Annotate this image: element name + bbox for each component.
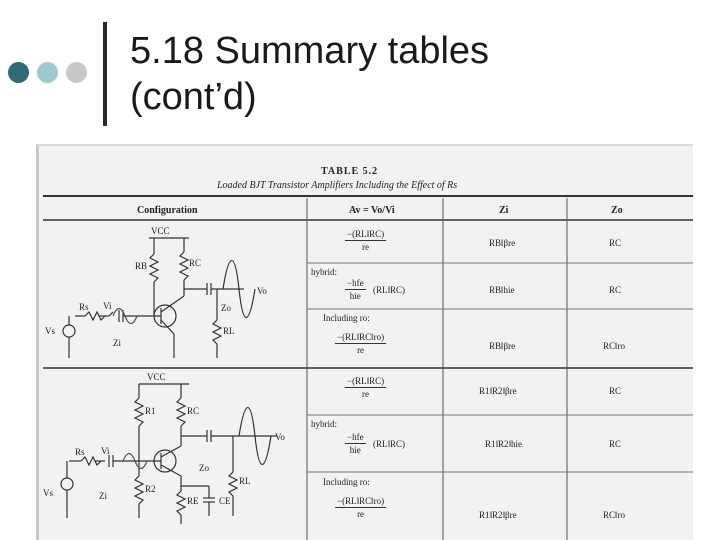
circuit-1-schematic [63, 238, 255, 358]
row5-zi: R1‖R2‖hie [485, 439, 523, 449]
row2-prefix: hybrid: [311, 267, 337, 277]
bullet-dot-dark [8, 62, 29, 83]
header-zo: Zo [611, 205, 623, 216]
c2-zi: Zi [99, 491, 107, 501]
c2-re: RE [187, 496, 199, 506]
c2-rc: RC [187, 406, 200, 416]
header-av: Av = Vo/Vi [349, 205, 395, 216]
row2-zo: RC [609, 285, 622, 295]
c1-rl: RL [223, 326, 235, 336]
circuit-2-schematic [61, 384, 277, 524]
bullet-dot-gray [66, 62, 87, 83]
c1-zi: Zi [113, 338, 121, 348]
c2-vo: Vo [275, 432, 285, 442]
c1-zo: Zo [221, 303, 231, 313]
row2-av-rest: (RL‖RC) [373, 285, 406, 295]
slide-title-line2: (cont’d) [130, 76, 257, 118]
row4-zo: RC [609, 386, 622, 396]
row2-av: −hfe hie [347, 278, 364, 301]
row3-zo: RC‖ro [603, 341, 626, 351]
row6-prefix: Including ro: [323, 477, 370, 487]
c1-vcc: VCC [151, 226, 170, 236]
row5-prefix: hybrid: [311, 419, 337, 429]
row3-zi: RB‖βre [489, 341, 516, 351]
row6-av: $\frac{-(RL‖RC‖ro)}{re}$ [337, 496, 385, 519]
bullet-dot-light [37, 62, 58, 83]
row3-av: $\frac{-(RL‖RC‖ro)}{re}$ [337, 332, 385, 355]
row1-zo: RC [609, 238, 622, 248]
c1-vs: Vs [45, 326, 56, 336]
c2-ce: CE [219, 496, 231, 506]
row6-zo: RC‖ro [603, 510, 626, 520]
c2-vcc: VCC [147, 372, 166, 382]
row5-av-rest: (RL‖RC) [373, 439, 406, 449]
row5-zo: RC [609, 439, 622, 449]
row4-zi: R1‖R2‖βre [479, 386, 517, 396]
c1-vi: Vi [103, 301, 112, 311]
c2-vs: Vs [43, 488, 54, 498]
c1-vo: Vo [257, 286, 267, 296]
row6-zi: R1‖R2‖βre [479, 510, 517, 520]
c1-rc: RC [189, 258, 202, 268]
row1-av: $\frac{-(RL‖RC)}{re}$ [347, 229, 385, 252]
slide-bullet-dots [8, 62, 98, 88]
header-configuration: Configuration [137, 205, 198, 216]
table-number: TABLE 5.2 [321, 166, 379, 177]
row2-zi: RB‖hie [489, 285, 515, 295]
c1-rs: Rs [79, 302, 89, 312]
c2-rl: RL [239, 476, 251, 486]
row3-prefix: Including ro: [323, 313, 370, 323]
c1-rb: RB [135, 261, 148, 271]
slide-title [130, 28, 690, 120]
c2-rs: Rs [75, 447, 85, 457]
c2-r1: R1 [145, 406, 156, 416]
row4-av: $\frac{-(RL‖RC)}{re}$ [347, 376, 385, 399]
c2-zo: Zo [199, 463, 209, 473]
row1-zi: RB‖βre [489, 238, 516, 248]
slide-title-line1: 5.18 Summary tables [130, 30, 490, 72]
row5-av: −hfe hie [347, 432, 364, 455]
c2-vi: Vi [101, 446, 110, 456]
scanned-table-image [36, 144, 693, 540]
header-zi: Zi [499, 205, 509, 216]
c2-r2: R2 [145, 484, 156, 494]
title-divider [103, 22, 107, 126]
table-caption: Loaded BJT Transistor Amplifiers Including the Effect of Rs [217, 180, 458, 191]
